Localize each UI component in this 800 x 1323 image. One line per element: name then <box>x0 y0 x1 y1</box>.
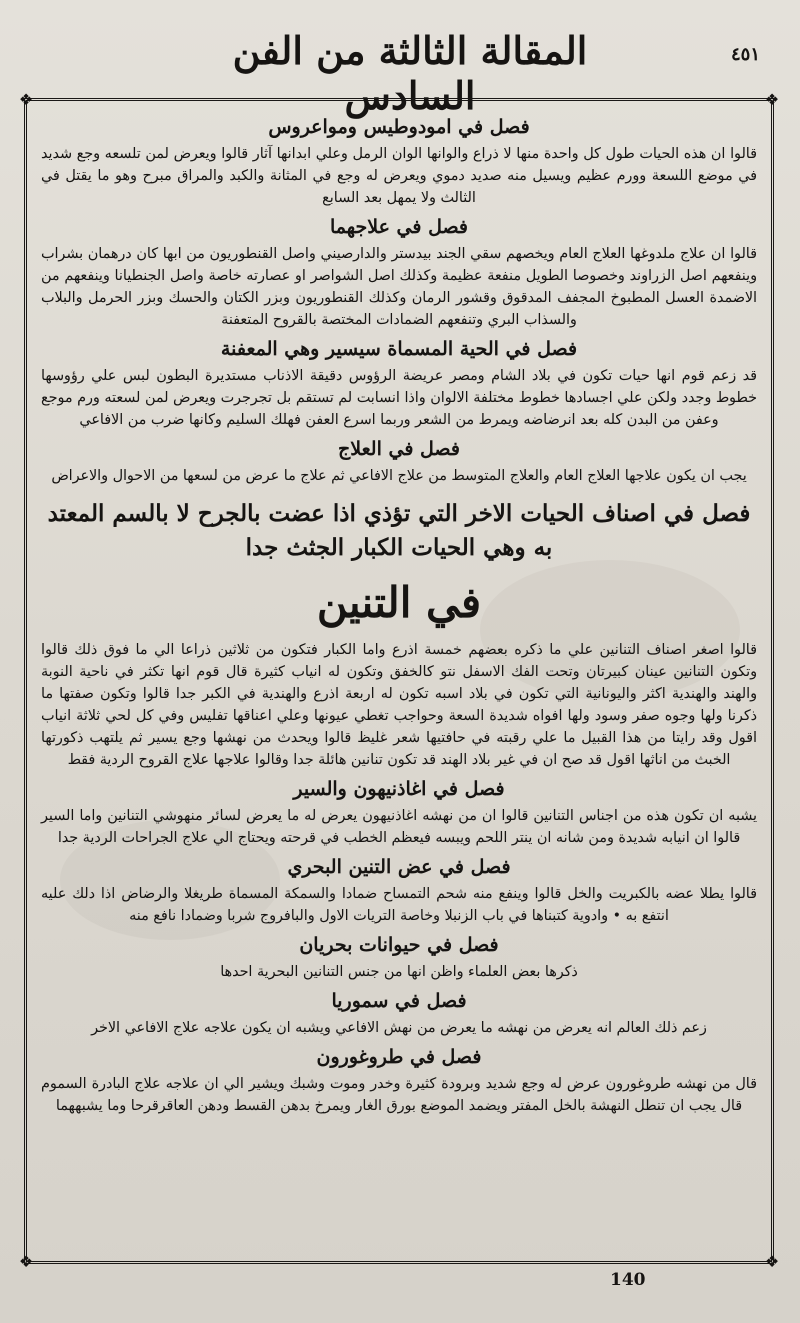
section-heading: فصل في اغاذنيهون والسير <box>293 778 505 800</box>
section-heading: فصل في امودوطيس ومواعروس <box>268 116 530 138</box>
chapter-title: في التنين <box>316 578 482 627</box>
section-heading: فصل في طروغورون <box>316 1046 482 1068</box>
page-header <box>0 28 800 118</box>
section-paragraph: قالوا ان هذه الحيات طول كل واحدة منها لا ذراع والوانها الوان الرمل وعلي ابدانها آثار قالوا ويعرض لمن تلسعه وجع شديد في موضع اللسعة وورم عظيم ويسيل منه صديد دموي ويعرض له وجع في المثانة والكبد والمراق مبرح وهو ما يقتل في الثالث ولا يمهل بعد السابع <box>41 146 757 206</box>
section-heading: فصل في عض التنين البحري <box>287 856 511 878</box>
page-number: 140 <box>610 1270 646 1290</box>
section-paragraph: قالوا يطلا عضه بالكبريت والخل قالوا وينفع منه شحم التمساح ضمادا والسمكة المسماة طريغلا والرضاض اذا دلك عليه انتفع به • وادوية كتبناها في باب الزنبلا وخاصة التريات الاول والبافروج شربا وضمادا نافع منه <box>41 886 757 924</box>
folio-number: ٤٥١ <box>730 44 760 65</box>
section-paragraph: قالوا اصغر اصناف التنانين علي ما ذكره بعضهم خمسة اذرع واما الكبار فتكون من ثلاثين ذراعا الي ما فوق ذلك قالوا وتكون التنانين عينان كبيرتان وتحت الفك الاسفل نتو كالخفق وتكون له انياب كثيرة قال قوم انها تكثر في ناحية النوبة والهند والهندية اكثر واليونانية التي تكون في بلاد اسبه تكون له اربعة اذرع والهندية في الكبر جدا قالوا وتكون صفتها ما ذكرنا ولها وجوه صفر وسود ولها افواه شديدة السعة وحواجب تغطي عيونها وعلي اعناقها تفليس وفي كل لحي ثلاثة انياب اقول وقد رايتا من هذا القبيل ما علي رقبته في حافتيها شعر غليظ قالوا ويحدث من نهشها وجع يسير ثم يلتهب ذكورتها الخبث من اناثها اقول قد صح ان في غير بلاد الهند قد تكون تنانين هائلة جدا وقالوا علاجها علاج القروح الردية فقط <box>41 642 757 768</box>
section-paragraph: قال من نهشه طروغورون عرض له وجع شديد وبرودة كثيرة وخدر وموت وشبك ويشير الي ان علاجه علاج البادرة السموم قال يجب ان تنطل النهشة بالخل المفتر ويضمد الموضع بورق الغار ويمرخ بدهن القسط ودهن العاقرقرحا وما يشبههما <box>41 1076 757 1114</box>
body-text <box>41 109 757 1255</box>
chapter-heading: فصل في اصناف الحيات الاخر التي تؤذي اذا عضت بالجرح لا بالسم المعتد به وهي الحيات الكبار الجثث جدا <box>47 500 751 561</box>
corner-ornament-icon: ❖ <box>18 1252 34 1271</box>
section-paragraph: يشبه ان تكون هذه من اجناس التنانين قالوا ان من نهشه اغاذنيهون يعرض له ما يعرض لسائر منهوشي التنانين واما السير قالوا ان انيابه شديدة ومن شانه ان ينتر اللحم ويبسه فيعظم الخطب في قرحته ويحتاج الي علاج الجراحات الردية جدا <box>41 808 757 846</box>
section-paragraph: زعم ذلك العالم انه يعرض من نهشه ما يعرض من نهش الافاعي ويشبه ان يكون علاجه علاج الافاعي الاخر <box>91 1020 707 1036</box>
section-paragraph: قد زعم قوم انها حيات تكون في بلاد الشام ومصر عريضة الرؤوس دقيقة الاذناب مستديرة البطون لبس علي رؤوسها خطوط وجدد ولكن علي اجسادها خطوط مختلفة الالوان واذا انسابت لم تستقم بل تجرجرت ويعرض لمن لسعته ورم موجع وعفن من البدن كله بعد انرضاضه ويمرط من الشعر وربما اسرع العفن فهلك السليم وكانها ضرب من الافاعي <box>41 368 757 428</box>
section-heading: فصل في العلاج <box>338 438 460 460</box>
section-heading: فصل في سموريا <box>331 990 467 1012</box>
corner-ornament-icon: ❖ <box>18 90 34 109</box>
text-frame <box>18 90 780 1271</box>
corner-ornament-icon: ❖ <box>764 1252 780 1271</box>
section-heading: فصل في علاجهما <box>329 216 469 238</box>
section-paragraph: يجب ان يكون علاجها العلاج العام والعلاج المتوسط من علاج الافاعي ثم علاج ما عرض من لسعها من الاحوال والاعراض <box>51 468 747 484</box>
section-paragraph: ذكرها بعض العلماء واظن انها من جنس التنانين البحرية احدها <box>220 964 578 980</box>
section-heading: فصل في حيوانات بحريان <box>299 934 499 956</box>
page-title: المقالة الثالثة من الفن السادس <box>232 28 588 118</box>
section-paragraph: قالوا ان علاج ملدوغها العلاج العام ويخصهم سقي الجند بيدستر والدارصيني واصل القنطوريون من ابها كان درهمان بشراب وينفعهم اصل الزراوند وخصوصا الطويل منفعة عظيمة وكذلك اصل الشواصر او عصارته خاصة واصل الجنطيانا وينفعهم من الاضمدة العسل المطبوخ المجفف المدقوق وقشور الرمان وكذلك القنطوريون وبزر الكتان والحسك وبزر الحرمل والبلاب والسذاب البري وتنفعهم الضمادات المختصة بالقروح المتعفنة <box>41 246 757 328</box>
corner-ornament-icon: ❖ <box>764 90 780 109</box>
section-heading: فصل في الحية المسماة سيسير وهي المعفنة <box>220 338 578 360</box>
